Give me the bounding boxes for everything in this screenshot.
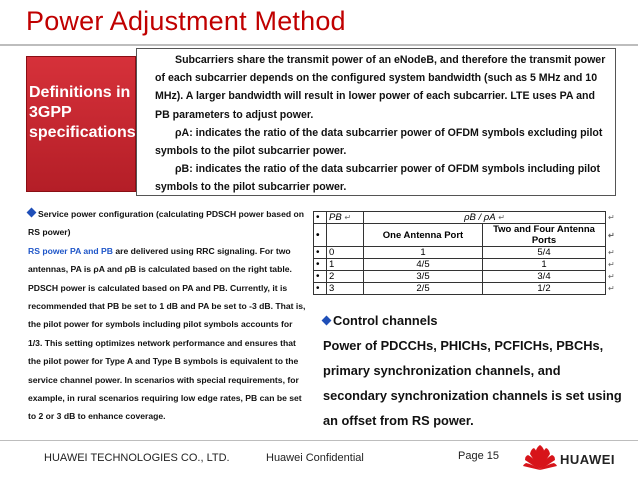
pb-cell: 0 <box>327 247 364 259</box>
definition-line: ρA: indicates the ratio of the data subcarrier power of OFDM symbols excluding pilot <box>175 126 603 139</box>
control-channels-text <box>323 308 623 433</box>
pb-cell: 2 <box>327 271 364 283</box>
table-row: • 2 3/5 3/4 ↵ <box>314 271 618 283</box>
definition-line: symbols to the pilot subcarrier power. <box>155 181 347 194</box>
two-four-antenna-cell: 5/4 <box>483 247 606 259</box>
footer-confidential: Huawei Confidential <box>266 452 364 464</box>
page-number: Page 15 <box>458 450 499 462</box>
definition-line: Subcarriers share the transmit power of an eNodeB, and therefore the transmit power <box>175 54 606 66</box>
table-bullet: • <box>314 212 327 224</box>
diamond-bullet-icon <box>322 316 332 326</box>
definitions-tab <box>26 56 136 192</box>
logo-text: HUAWEI <box>560 452 615 467</box>
definition-line: MHz). A larger bandwidth will result in lower power of each subcarrier. LTE uses PA and <box>155 90 595 103</box>
huawei-logo <box>522 444 622 472</box>
definition-line: PB parameters to adjust power. <box>155 108 314 121</box>
one-antenna-cell: 4/5 <box>364 259 483 271</box>
ratio-header: ρB / ρA ↵ <box>364 212 606 224</box>
one-antenna-cell: 1 <box>364 247 483 259</box>
one-antenna-cell: 3/5 <box>364 271 483 283</box>
two-four-antenna-cell: 3/4 <box>483 271 606 283</box>
huawei-flower-icon <box>522 444 558 472</box>
pb-header: PB ↵ <box>327 212 364 224</box>
service-power-text <box>28 205 308 426</box>
definition-line: symbols to the pilot subcarrier power. <box>155 145 347 158</box>
service-power-body: are delivered using RRC signaling. For two antennas, PA is ρA and ρB is calculated based on the right table. PDSCH power is calculated based on PA and PB. Currently, it is recommended that PB be set to 1 dB and PA be set to -3 dB. That is, the pilot power for symbols including pilot symbols accounts for 1/3. This setting optimizes network performance and ensures that the pilot power for Type A and Type B symbols is equivalent to the service channel power. In scenarios with special requirements, for example, in rural scenarios requiring low edge rates, PB can be set to 2 or 3 dB to enhance coverage. <box>28 245 306 422</box>
one-antenna-cell: 2/5 <box>364 283 483 295</box>
control-channels-body: Power of PDCCHs, PHICHs, PCFICHs, PBCHs, primary synchronization channels, and secondary synchronization channels is set using an offset from RS power. <box>323 338 622 428</box>
control-channels-head: Control channels <box>333 313 438 328</box>
col-two-four-antenna: Two and Four Antenna Ports <box>483 224 606 247</box>
table-row: • 0 1 5/4 ↵ <box>314 247 618 259</box>
definitions-tab-label: Definitions in 3GPP specifications <box>29 84 136 141</box>
pb-cell: 1 <box>327 259 364 271</box>
table-row: • PB ↵ ρB / ρA ↵ ↵ <box>314 212 618 224</box>
slide-title: Power Adjustment Method <box>26 6 346 36</box>
pa-pb-table <box>313 211 618 295</box>
diamond-bullet-icon <box>27 208 37 218</box>
definitions-text <box>155 51 613 197</box>
two-four-antenna-cell: 1/2 <box>483 283 606 295</box>
definition-line: of each subcarrier depends on the configured system bandwidth (such as 5 MHz and 10 <box>155 72 598 85</box>
title-divider <box>0 44 638 46</box>
table-row: • 3 2/5 1/2 ↵ <box>314 283 618 295</box>
service-power-highlight: RS power PA and PB <box>28 245 113 256</box>
table-row: • One Antenna Port Two and Four Antenna Ports ↵ <box>314 224 618 247</box>
col-one-antenna: One Antenna Port <box>364 224 483 247</box>
footer-company: HUAWEI TECHNOLOGIES CO., LTD. <box>44 452 230 464</box>
service-power-head: Service power configuration (calculating PDSCH power based on RS power) <box>28 209 304 238</box>
definitions-box <box>136 48 616 196</box>
pb-cell: 3 <box>327 283 364 295</box>
table-row: • 1 4/5 1 ↵ <box>314 259 618 271</box>
footer-divider <box>0 440 638 441</box>
definition-line: ρB: indicates the ratio of the data subcarrier power of OFDM symbols including pilot <box>175 163 601 176</box>
two-four-antenna-cell: 1 <box>483 259 606 271</box>
